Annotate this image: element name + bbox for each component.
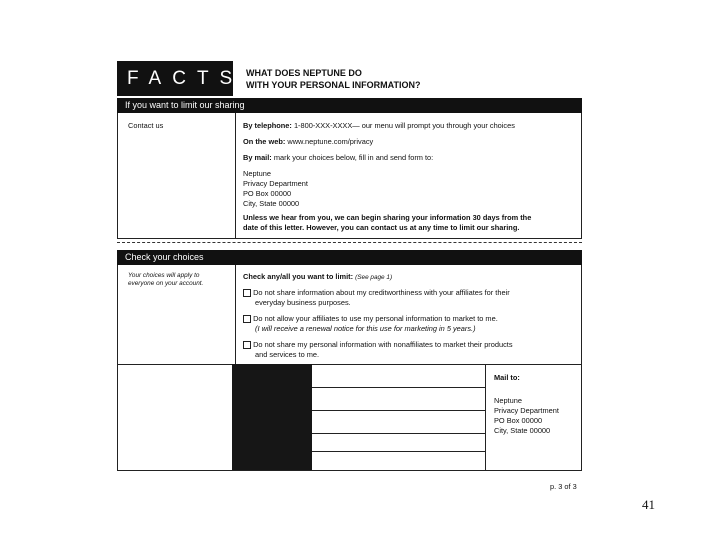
column-divider [235, 113, 236, 239]
checkbox-option-1[interactable] [243, 289, 251, 297]
form-field-line[interactable] [312, 433, 485, 434]
option-nonaffiliate-marketing[interactable] [243, 340, 513, 360]
form-field-line[interactable] [312, 410, 485, 411]
checkbox-option-3[interactable] [243, 341, 251, 349]
web-prefix: On the web: [243, 137, 286, 146]
address-line: Neptune [243, 169, 271, 178]
redacted-block [232, 364, 312, 470]
option-3-line-1: Do not share my personal information with nonaffiliates to market their products [253, 340, 513, 349]
address-line: Neptune [494, 396, 522, 405]
option-affiliate-marketing[interactable] [243, 314, 498, 334]
cut-line [117, 242, 582, 243]
option-2-line-2: (I will receive a renewal notice for this use for marketing in 5 years.) [255, 324, 476, 333]
page-title [246, 67, 421, 91]
note-line-2: everyone on your account. [128, 280, 204, 287]
choices-note [128, 272, 203, 288]
slide-number: 41 [642, 497, 655, 512]
telephone-text: 1-800-XXX-XXXX— our menu will prompt you through your choices [293, 121, 515, 130]
option-3-line-2: and services to me. [255, 350, 320, 359]
notice-line-2: date of this letter. However, you can contact us at any time to limit our sharing. [243, 223, 520, 232]
facts-label: FACTS [117, 61, 233, 96]
check-choices-bar: Check your choices [117, 250, 582, 265]
telephone-line [243, 121, 515, 131]
telephone-prefix: By telephone: [243, 121, 292, 130]
address-line: City, State 00000 [494, 426, 551, 435]
option-1-line-2: everyday business purposes. [255, 298, 351, 307]
form-field-line[interactable] [312, 387, 485, 388]
page-indicator: p. 3 of 3 [550, 482, 577, 491]
mail-to-address [494, 396, 559, 436]
option-creditworthiness[interactable] [243, 288, 510, 308]
check-heading-note: (See page 1) [355, 274, 393, 281]
option-1-line-1: Do not share information about my creditworthiness with your affiliates for their [253, 288, 510, 297]
column-divider [235, 265, 236, 364]
address-line: PO Box 00000 [494, 416, 543, 425]
mail-to-divider [485, 364, 486, 471]
check-heading [243, 272, 392, 282]
limit-sharing-bar: If you want to limit our sharing [117, 98, 582, 113]
address-line: PO Box 00000 [243, 189, 292, 198]
mail-to-label: Mail to: [494, 373, 520, 382]
sharing-notice [243, 213, 531, 233]
form-field-line[interactable] [312, 451, 485, 452]
check-heading-text: Check any/all you want to limit: [243, 272, 354, 281]
title-line-1: WHAT DOES NEPTUNE DO [246, 68, 362, 78]
web-link[interactable]: www.neptune.com/privacy [287, 137, 374, 146]
option-2-line-1: Do not allow your affiliates to use my personal information to market to me. [253, 314, 498, 323]
mail-prefix: By mail: [243, 153, 272, 162]
address-line: City, State 00000 [243, 199, 300, 208]
notice-line-1: Unless we hear from you, we can begin sharing your information 30 days from the [243, 213, 532, 222]
web-line [243, 137, 373, 147]
address-line: Privacy Department [494, 406, 559, 415]
title-line-2: WITH YOUR PERSONAL INFORMATION? [246, 80, 421, 90]
mail-text: mark your choices below, fill in and send form to: [273, 153, 434, 162]
note-line-1: Your choices will apply to [128, 272, 200, 279]
form-divider [117, 364, 582, 365]
checkbox-option-2[interactable] [243, 315, 251, 323]
mail-line [243, 153, 433, 163]
address-line: Privacy Department [243, 179, 308, 188]
mailing-address [243, 169, 308, 209]
contact-us-label: Contact us [128, 121, 164, 130]
